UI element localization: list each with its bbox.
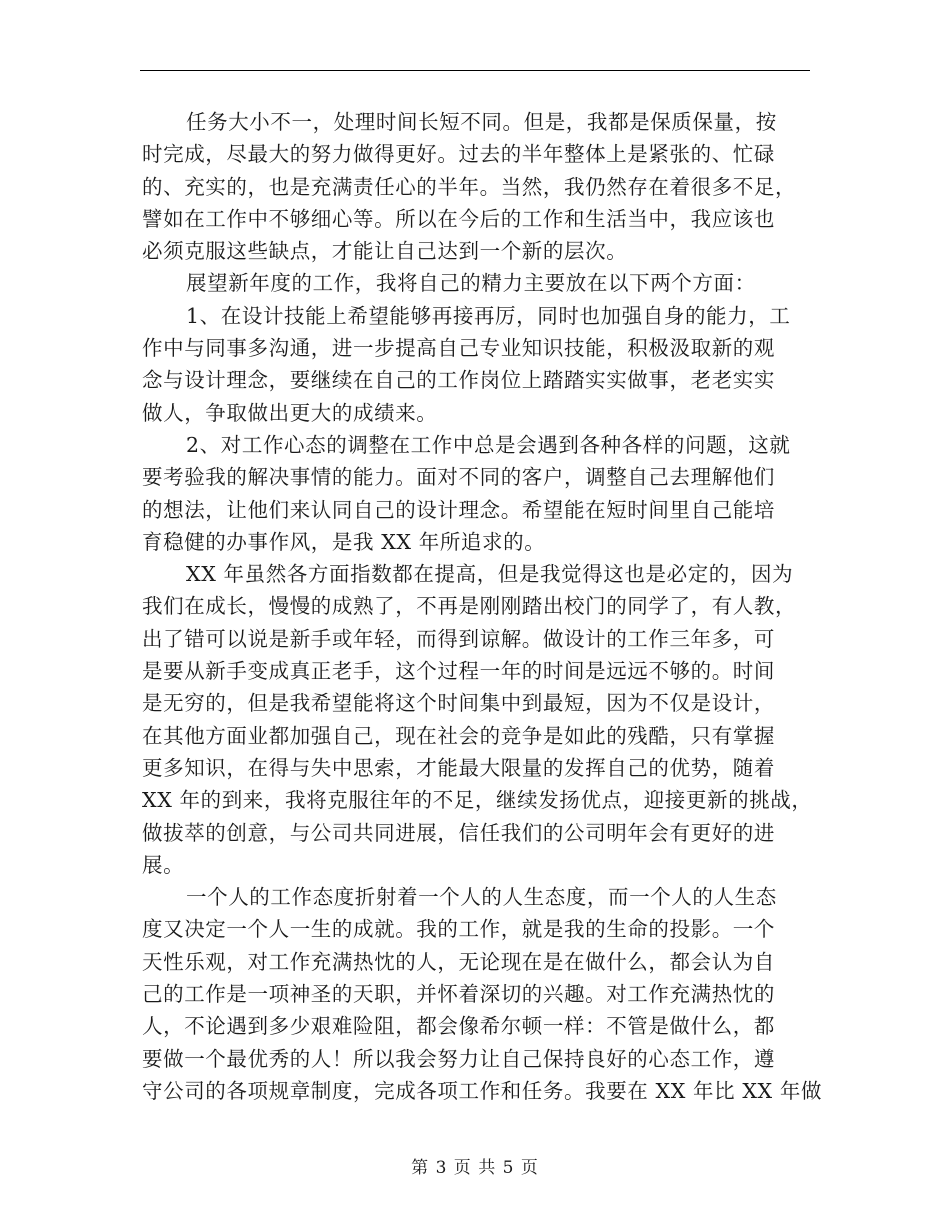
text-line: 譬如在工作中不够细心等。所以在今后的工作和生活当中，我应该也 — [142, 206, 775, 231]
text-line: 育稳健的办事作风，是我 XX 年所追求的。 — [142, 529, 546, 554]
text-line: 我们在成长，慢慢的成熟了，不再是刚刚踏出校门的同学了，有人教， — [142, 594, 797, 619]
text-line: 做拔萃的创意，与公司共同进展，信任我们的公司明年会有更好的进 — [142, 820, 775, 845]
text-line: 展望新年度的工作，我将自己的精力主要放在以下两个方面： — [186, 271, 756, 296]
text-line: 时完成，尽最大的努力做得更好。过去的半年整体上是紧张的、忙碌 — [142, 142, 775, 167]
text-line: 一个人的工作态度折射着一个人的人生态度，而一个人的人生态 — [186, 885, 777, 910]
text-line: 念与设计理念，要继续在自己的工作岗位上踏踏实实做事，老老实实 — [142, 368, 775, 393]
text-line: 人，不论遇到多少艰难险阻，都会像希尔顿一样：不管是做什么，都 — [142, 1014, 775, 1039]
header-rule — [140, 70, 810, 71]
text-line: 是无穷的，但是我希望能将这个时间集中到最短，因为不仅是设计， — [142, 691, 775, 716]
text-line: 出了错可以说是新手或年轻，而得到谅解。做设计的工作三年多，可 — [142, 626, 775, 651]
text-line: 要做一个最优秀的人！所以我会努力让自己保持良好的心态工作，遵 — [142, 1046, 775, 1071]
text-line: 度又决定一个人一生的成就。我的工作，就是我的生命的投影。一个 — [142, 917, 775, 942]
text-line: 在其他方面业都加强自己，现在社会的竞争是如此的残酷，只有掌握 — [142, 723, 775, 748]
text-line: 任务大小不一，处理时间长短不同。但是，我都是保质保量，按 — [186, 110, 777, 134]
text-line: 展。 — [142, 852, 185, 877]
text-line: XX 年虽然各方面指数都在提高，但是我觉得这也是必定的，因为 — [186, 562, 794, 587]
text-line: 守公司的各项规章制度，完成各项工作和任务。我要在 XX 年比 XX 年做 — [142, 1078, 823, 1103]
text-line: XX 年的到来，我将克服往年的不足，继续发扬优点，迎接更新的挑战， — [142, 788, 813, 813]
page-number: 第 3 页 共 5 页 — [411, 1158, 539, 1178]
text-line: 更多知识，在得与失中思索，才能最大限量的发挥自己的优势，随着 — [142, 755, 775, 780]
text-line: 要考验我的解决事情的能力。面对不同的客户，调整自己去理解他们 — [142, 465, 775, 490]
text-line: 是要从新手变成真正老手，这个过程一年的时间是远远不够的。时间 — [142, 659, 775, 684]
text-line: 2、对工作心态的调整在工作中总是会遇到各种各样的问题，这就 — [186, 432, 791, 457]
text-line: 作中与同事多沟通，进一步提高自己专业知识技能，积极汲取新的观 — [142, 336, 775, 361]
text-line: 己的工作是一项神圣的天职，并怀着深切的兴趣。对工作充满热忱的 — [142, 982, 775, 1007]
text-line: 的想法，让他们来认同自己的设计理念。希望能在短时间里自己能培 — [142, 497, 775, 522]
document-body — [142, 106, 823, 1107]
text-line: 的、充实的，也是充满责任心的半年。当然，我仍然存在着很多不足， — [142, 174, 797, 199]
text-line: 天性乐观，对工作充满热忱的人，无论现在是在做什么，都会认为自 — [142, 949, 775, 974]
text-line: 必须克服这些缺点，才能让自己达到一个新的层次。 — [142, 239, 628, 264]
text-line: 做人，争取做出更大的成绩来。 — [142, 400, 438, 425]
text-line: 1、在设计技能上希望能够再接再厉，同时也加强自身的能力，工 — [186, 303, 791, 328]
